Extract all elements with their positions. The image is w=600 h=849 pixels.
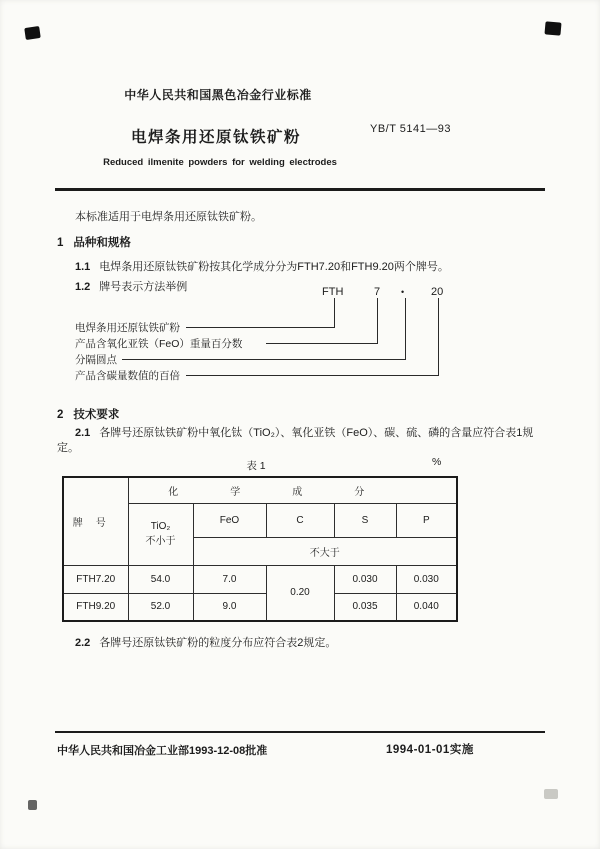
grade-cell: FTH9.20 [63, 593, 128, 621]
tio2-value: 52.0 [128, 593, 193, 621]
footer-rule [55, 731, 545, 733]
clause-1-2-text: 牌号表示方法举例 [99, 281, 188, 293]
clause-2-1 [57, 426, 545, 456]
designation-prefix: FTH [322, 286, 344, 298]
designation-label-prefix: 电焊条用还原钛铁矿粉 [75, 322, 180, 334]
designation-carbon-digits: 20 [431, 286, 444, 298]
designation-label-feo: 产品含氧化亚铁（FeO）重量百分数 [75, 338, 243, 350]
designation-label-dot: 分隔圆点 [75, 354, 117, 366]
table-header-tio2 [128, 503, 193, 565]
scan-artifact-top-left [24, 26, 41, 40]
clause-2-2 [57, 636, 545, 651]
scan-artifact-bottom-left [28, 800, 37, 810]
table-header-composition: 化学成分 [128, 477, 457, 503]
tio2-label: TiO₂ [150, 521, 171, 532]
grade-cell: FTH7.20 [63, 565, 128, 593]
approval-text: 中华人民共和国冶金工业部1993-12-08批准 [57, 745, 268, 757]
clause-2-2-text: 各牌号还原钛铁矿粉的粒度分布应符合表2规定。 [99, 637, 337, 649]
english-title: Reduced ilmenite powders for welding electrodes [103, 157, 337, 168]
standard-class-title: 中华人民共和国黑色冶金行业标准 [124, 88, 312, 102]
p-value: 0.030 [396, 565, 457, 593]
section-2-heading [57, 406, 119, 422]
section-1-title: 品种和规格 [73, 237, 131, 249]
implementation-text: 1994-01-01实施 [386, 744, 474, 756]
document-title: 电焊条用还原钛铁矿粉 [130, 129, 302, 146]
section-2-title: 技术要求 [73, 409, 120, 421]
tio2-value: 54.0 [128, 565, 193, 593]
table-header-grade: 牌号 [63, 477, 128, 565]
clause-1-2 [75, 278, 187, 294]
c-shared-value: 0.20 [266, 565, 334, 621]
section-1-heading [57, 234, 131, 250]
scan-artifact-bottom-right [544, 789, 558, 799]
table-row [63, 593, 457, 621]
p-value: 0.040 [396, 593, 457, 621]
header-rule [55, 188, 545, 191]
composition-table [62, 476, 458, 622]
table-1-unit: % [432, 456, 442, 468]
section-1-number: 1 [57, 237, 64, 249]
section-2-number: 2 [57, 409, 64, 421]
standard-number: YB/T 5141—93 [370, 123, 452, 135]
designation-separator-dot: • [401, 287, 405, 297]
clause-2-1-number: 2.1 [75, 427, 91, 439]
clause-1-2-number: 1.2 [75, 281, 91, 293]
scan-artifact-top-right [544, 21, 561, 35]
clause-1-1-number: 1.1 [75, 261, 91, 273]
clause-2-1-text: 各牌号还原钛铁矿粉中氧化钛（TiO₂）、氧化亚铁（FeO）、碳、硫、磷的含量应符合表1规定。 [57, 427, 534, 454]
table-1-caption: 表 1 [246, 460, 266, 472]
s-value: 0.030 [334, 565, 396, 593]
table-header-feo: FeO [193, 503, 266, 537]
clause-2-2-number: 2.2 [75, 637, 91, 649]
table-header-s: S [334, 503, 396, 537]
clause-1-1 [75, 258, 449, 274]
clause-1-1-text: 电焊条用还原钛铁矿粉按其化学成分分为FTH7.20和FTH9.20两个牌号。 [99, 261, 449, 273]
table-max-condition: 不大于 [193, 537, 457, 565]
table-header-p: P [396, 503, 457, 537]
table-header-row-group [63, 477, 457, 503]
designation-label-carbon: 产品含碳量数值的百倍 [75, 370, 180, 382]
designation-feo-digit: 7 [374, 286, 381, 298]
scope-paragraph: 本标准适用于电焊条用还原钛铁矿粉。 [75, 211, 262, 223]
feo-value: 9.0 [193, 593, 266, 621]
feo-value: 7.0 [193, 565, 266, 593]
tio2-min-condition: 不小于 [145, 536, 176, 547]
table-row [63, 565, 457, 593]
s-value: 0.035 [334, 593, 396, 621]
table-header-c: C [266, 503, 334, 537]
